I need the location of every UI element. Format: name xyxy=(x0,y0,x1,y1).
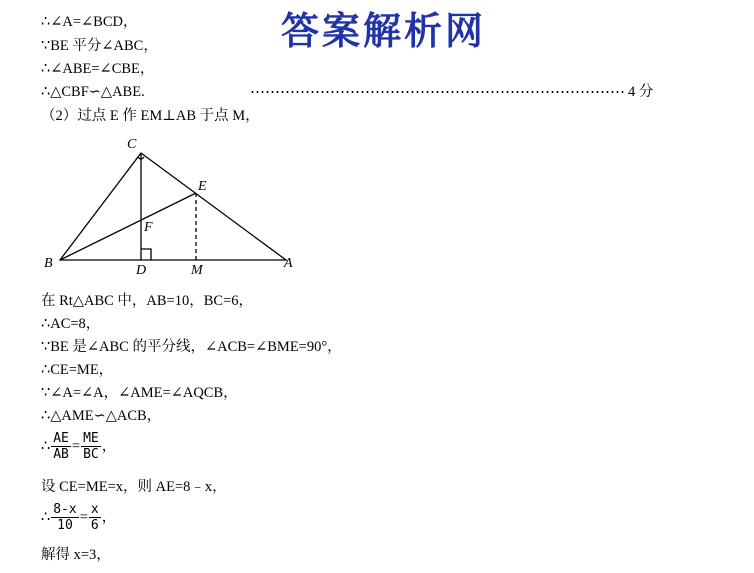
proof-line-11: ∴△AME∽△ACB， xyxy=(41,408,162,424)
label-f: F xyxy=(144,220,153,235)
proof-line-12 xyxy=(41,431,116,463)
fraction-8-minus-x-over-10 xyxy=(51,502,78,534)
proof-line-6: 在 Rt△ABC 中，AB=10，BC=6， xyxy=(41,293,254,309)
label-b: B xyxy=(44,256,53,271)
fraction-me-bc xyxy=(81,431,101,463)
proof-line-14 xyxy=(41,502,116,534)
proof-line-4: ∴△CBF∽△ABE. xyxy=(41,84,145,100)
label-e: E xyxy=(198,179,207,194)
fraction-numerator: 8-x xyxy=(53,502,77,517)
label-d: D xyxy=(136,263,147,278)
proof-line-8: ∵BE 是∠ABC 的平分线，∠ACB=∠BME=90°， xyxy=(41,339,342,355)
bisector-be xyxy=(60,193,196,260)
proof-line-2: ∵BE 平分∠ABC， xyxy=(41,38,158,54)
proof-line-7: ∴AC=8， xyxy=(41,316,101,332)
fraction-ae-ab xyxy=(51,431,71,463)
fraction-denominator: AB xyxy=(53,447,69,462)
therefore-symbol: ∴ xyxy=(41,509,51,526)
comma: ， xyxy=(101,438,117,455)
proof-line-15: 解得 x=3， xyxy=(41,547,111,563)
proof-line-1: ∴∠A=∠BCD， xyxy=(41,14,138,30)
proof-line-5: （2）过点 E 作 EM⊥AB 于点 M， xyxy=(41,108,260,124)
fraction-x-over-6 xyxy=(89,502,101,534)
proof-line-13: 设 CE=ME=x，则 AE=8﹣x， xyxy=(41,479,227,495)
equals-sign: = xyxy=(79,509,88,526)
label-m: M xyxy=(191,263,203,278)
watermark-logo: 答案解析网 xyxy=(281,9,487,53)
right-angle-mark xyxy=(141,249,151,260)
fraction-numerator: ME xyxy=(83,431,99,446)
fraction-denominator: 6 xyxy=(90,518,99,533)
dotted-leader xyxy=(250,91,625,93)
proof-line-9: ∴CE=ME， xyxy=(41,362,114,378)
fraction-denominator: 10 xyxy=(57,518,73,533)
fraction-numerator: AE xyxy=(53,431,69,446)
fraction-numerator: x xyxy=(90,502,99,517)
fraction-denominator: BC xyxy=(83,447,99,462)
label-c: C xyxy=(127,137,137,152)
proof-line-3: ∴∠ABE=∠CBE， xyxy=(41,61,155,77)
geometry-figure xyxy=(30,130,310,280)
therefore-symbol: ∴ xyxy=(41,438,51,455)
score-label: 4 分 xyxy=(628,84,654,100)
comma: ， xyxy=(101,509,117,526)
label-a: A xyxy=(284,256,293,271)
equals-sign: = xyxy=(71,438,81,455)
proof-line-10: ∵∠A=∠A，∠AME=∠AQCB， xyxy=(41,385,238,401)
